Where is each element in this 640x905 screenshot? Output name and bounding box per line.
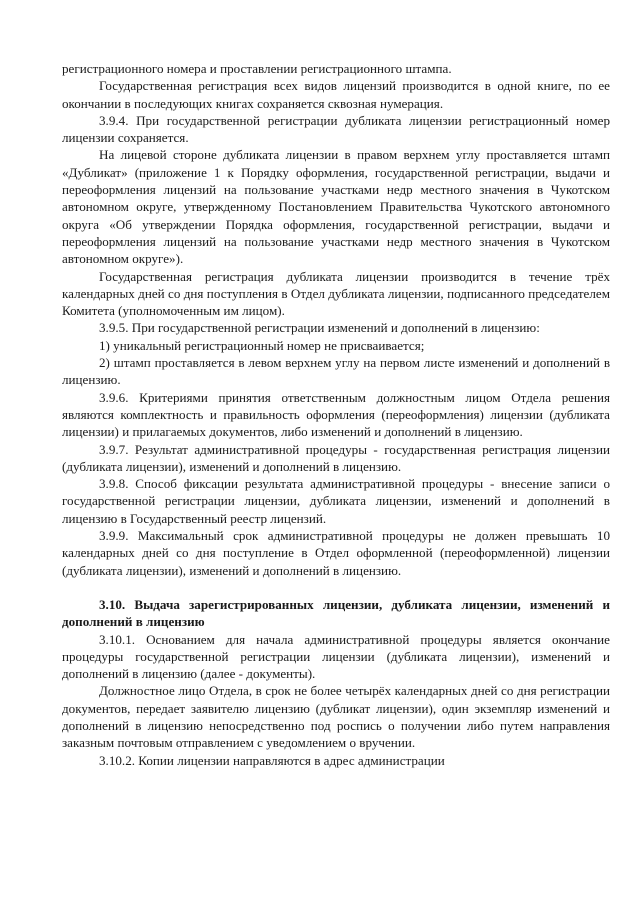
paragraph: 3.9.6. Критериями принятия ответственным должностным лицом Отдела решения являются комплектность и правильность оформления (переоформления) лицензии (дубликата лицензии) и прилагаемых документов, либо изменений и дополнений в лицензию. — [62, 389, 610, 440]
paragraph: 3.10.2. Копии лицензии направляются в адрес администрации — [99, 752, 445, 768]
paragraph: 3.9.4. При государственной регистрации дубликата лицензии регистрационный номер лицензии сохраняется. — [62, 112, 610, 146]
paragraph: Государственная регистрация дубликата лицензии производится в течение трёх календарных дней со дня поступления в Отдел дубликата лицензии, подписанного председателем Комитета (уполномоченным им лицом). — [62, 268, 610, 319]
paragraph: 3.10.1. Основанием для начала административной процедуры является окончание процедуры государственной регистрации лицензии (дубликата лицензии), изменений и дополнений в лицензию (далее - документы). — [62, 631, 610, 682]
paragraph: регистрационного номера и проставлении регистрационного штампа. — [62, 61, 452, 76]
paragraph: 3.9.7. Результат административной процедуры - государственная регистрация лицензии (дубликата лицензии), изменений и дополнений в лицензию. — [62, 441, 610, 474]
paragraph: 3.9.9. Максимальный срок административной процедуры не должен превышать 10 календарных дней со дня поступление в Отдел оформленной (переоформленной) лицензии (дубликата лицензии), изменений и дополнений в лицензию. — [62, 528, 610, 578]
section-gap — [62, 579, 610, 596]
paragraph: 3.9.5. При государственной регистрации изменений и дополнений в лицензию: — [99, 320, 540, 336]
paragraph: Должностное лицо Отдела, в срок не более четырёх календарных дней со дня регистрации документов, передает заявителю лицензию (дубликат лицензии), один экземпляр изменений и дополнений в лицензию непосредственно под роспись о получении либо путем направления заказным почтовым отправлением с уведомлением о вручении. — [62, 683, 610, 751]
list-item: 1) уникальный регистрационный номер не присваивается; — [99, 337, 425, 353]
paragraph: Государственная регистрация всех видов лицензий производится в одной книге, по ее окончании в последующих книгах сохраняется сквозная нумерация. — [62, 78, 610, 111]
paragraph: На лицевой стороне дубликата лицензии в правом верхнем углу проставляется штамп «Дубликат» (приложение 1 к Порядку оформления, государственной регистрации, выдачи и переоформления лицензий на пользование участками недр местного значения в Чукотском автономном округе, утвержденному Постановлением Правительства Чукотского автономного округа «Об утверждении Порядка оформления, государственной регистрации, выдачи и переоформления лицензий на пользование участками недр местного значения в Чукотском автономном округе»). — [62, 147, 610, 267]
document-page — [62, 60, 610, 769]
list-item: 2) штамп проставляется в левом верхнем углу на первом листе изменений и дополнений в лицензию. — [62, 355, 610, 388]
paragraph: 3.9.8. Способ фиксации результата административной процедуры - внесение записи о государственной регистрации лицензии, дубликата лицензии, изменений и дополнений в лицензию в Государственный реестр лицензий. — [62, 476, 610, 526]
section-heading: 3.10. Выдача зарегистрированных лицензии, дубликата лицензии, изменений и дополнений в лицензию — [62, 596, 610, 630]
